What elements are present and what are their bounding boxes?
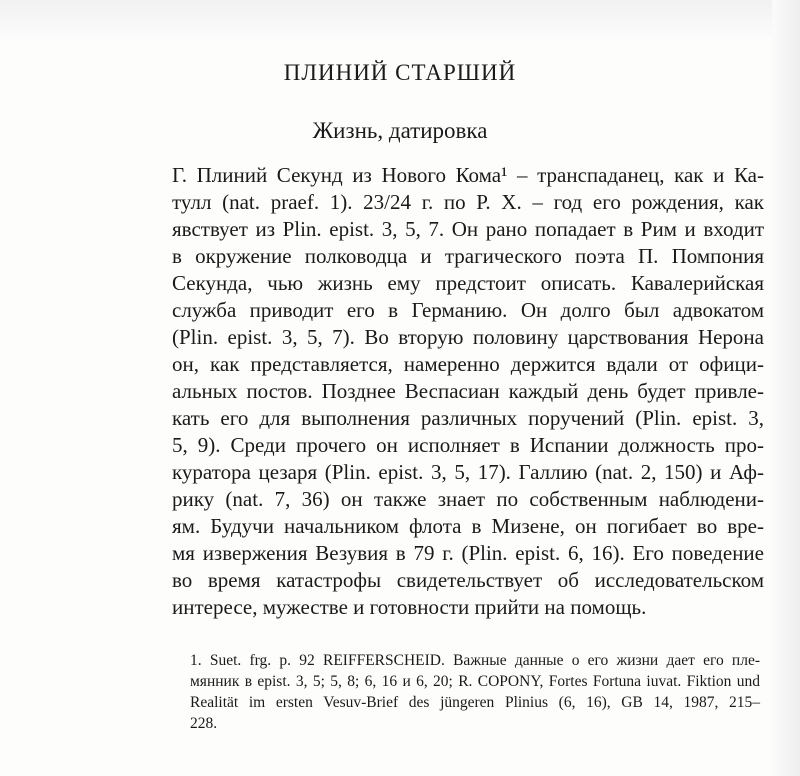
- body-line: во время катастрофы свидетельствует об исследовательском: [172, 568, 764, 592]
- body-line: 5, 9). Среди прочего он исполняет в Испании должность про-: [172, 433, 764, 457]
- body-line: он, как представляется, намеренно держится вдали от офици-: [172, 352, 764, 376]
- scan-edge-top: [0, 0, 800, 38]
- section-title: Жизнь, датировка: [312, 118, 488, 143]
- body-paragraph: [172, 162, 764, 621]
- body-line: интересе, мужестве и готовности прийти на помощь.: [172, 595, 647, 619]
- chapter-title: ПЛИНИЙ СТАРШИЙ: [283, 60, 517, 85]
- body-line: куратора цезаря (Plin. epist. 3, 5, 17). Галлию (nat. 2, 150) и Аф-: [172, 460, 764, 484]
- body-line: рику (nat. 7, 36) он также знает по собственным наблюдени-: [172, 487, 764, 511]
- footnote-line: 1. Suet. frg. p. 92 REIFFERSCHEID. Важные данные о его жизни дает его пле-: [190, 652, 760, 669]
- body-line: Секунда, чью жизнь ему предстоит описать. Кавалерийская: [172, 271, 764, 295]
- footnote-line: Realität im ersten Vesuv-Brief des jüngeren Plinius (6, 16), GB 14, 1987, 215–: [190, 694, 760, 711]
- body-line: служба приводит его в Германию. Он долго был адвокатом: [172, 298, 764, 322]
- scan-edge-right: [772, 0, 800, 776]
- body-line: ям. Будучи начальником флота в Мизене, он погибает во вре-: [172, 514, 764, 538]
- footnote-line: 228.: [190, 715, 218, 732]
- body-line: мя извержения Везувия в 79 г. (Plin. epist. 6, 16). Его поведение: [172, 541, 764, 565]
- body-line: альных постов. Позднее Веспасиан каждый день будет привле-: [172, 379, 764, 403]
- footnote-line: мянник в epist. 3, 5; 5, 8; 6, 16 и 6, 20; R. COPONY, Fortes Fortuna iuvat. Fiktion und: [190, 673, 760, 690]
- body-line: в окружение полководца и трагического поэта П. Помпония: [172, 244, 764, 268]
- body-line: кать его для выполнения различных поручений (Plin. epist. 3,: [172, 406, 764, 430]
- body-line: Г. Плиний Секунд из Нового Кома¹ – транспаданец, как и Ка-: [172, 163, 764, 187]
- body-line: (Plin. epist. 3, 5, 7). Во вторую половину царствования Нерона: [172, 325, 764, 349]
- body-line: тулл (nat. praef. 1). 23/24 г. по Р. Х. – год его рождения, как: [172, 190, 764, 214]
- footnotes: [190, 650, 760, 734]
- body-line: явствует из Plin. epist. 3, 5, 7. Он рано попадает в Рим и входит: [172, 217, 764, 241]
